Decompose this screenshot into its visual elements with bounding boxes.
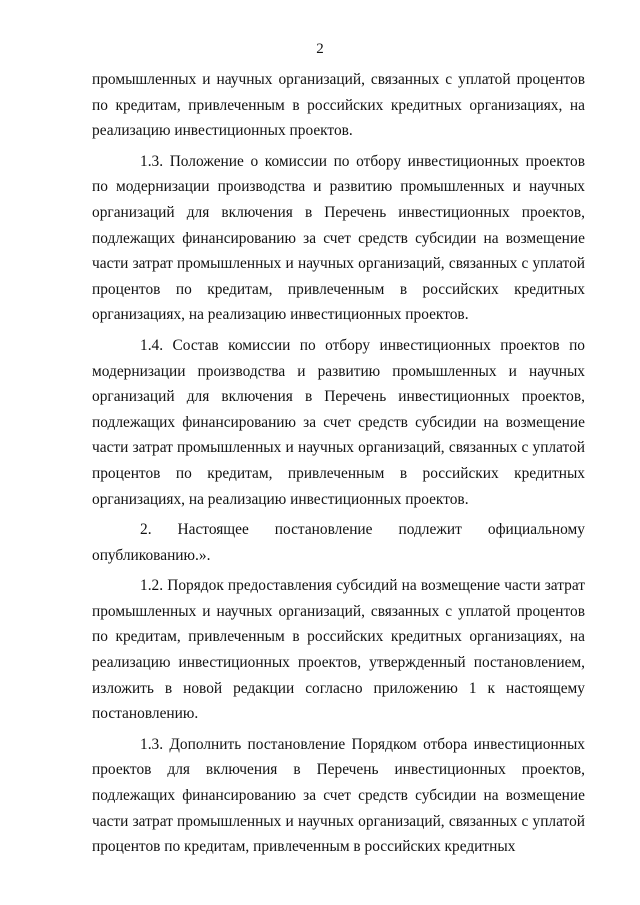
paragraph-2-publication: 2. Настоящее постановление подлежит официальному опубликованию.». xyxy=(92,521,585,564)
paragraph-1-3-commission-regulation: 1.3. Положение о комиссии по отбору инвестиционных проектов по модернизации производства и развитию промышленных и научных организаций для включения в Перечень инвестиционных проектов, подлежащих финансированию за счет средств субсидии на возмещение части затрат промышленных и научных организаций, связанных с уплатой процентов по кредитам, привлеченным в российских кредитных организациях, на реализацию инвестиционных проектов. xyxy=(92,152,585,324)
document-body xyxy=(92,67,585,860)
paragraph-1-3-selection-procedure: 1.3. Дополнить постановление Порядком отбора инвестиционных проектов для включения в Перечень инвестиционных проектов, подлежащих финансированию за счет средств субсидии на возмещение части затрат промышленных и научных организаций, связанных с уплатой процентов по кредитам, привлеченным в российских кредитных xyxy=(92,735,585,856)
page-number: 2 xyxy=(316,41,324,57)
paragraph-1-4-commission-composition: 1.4. Состав комиссии по отбору инвестиционных проектов по модернизации производства и развитию промышленных и научных организаций для включения в Перечень инвестиционных проектов, подлежащих финансированию за счет средств субсидии на возмещение части затрат промышленных и научных организаций, связанных с уплатой процентов по кредитам, привлеченным в российских кредитных организациях, на реализацию инвестиционных проектов. xyxy=(92,336,585,508)
paragraph-1-2-subsidy-procedure: 1.2. Порядок предоставления субсидий на возмещение части затрат промышленных и научных организаций, связанных с уплатой процентов по кредитам, привлеченным в российских кредитных организациях, на реализацию инвестиционных проектов, утвержденный постановлением, изложить в новой редакции согласно приложению 1 к настоящему постановлению. xyxy=(92,577,585,723)
paragraph-continuation: промышленных и научных организаций, связанных с уплатой процентов по кредитам, привлеченным в российских кредитных организациях, на реализацию инвестиционных проектов. xyxy=(92,71,585,140)
